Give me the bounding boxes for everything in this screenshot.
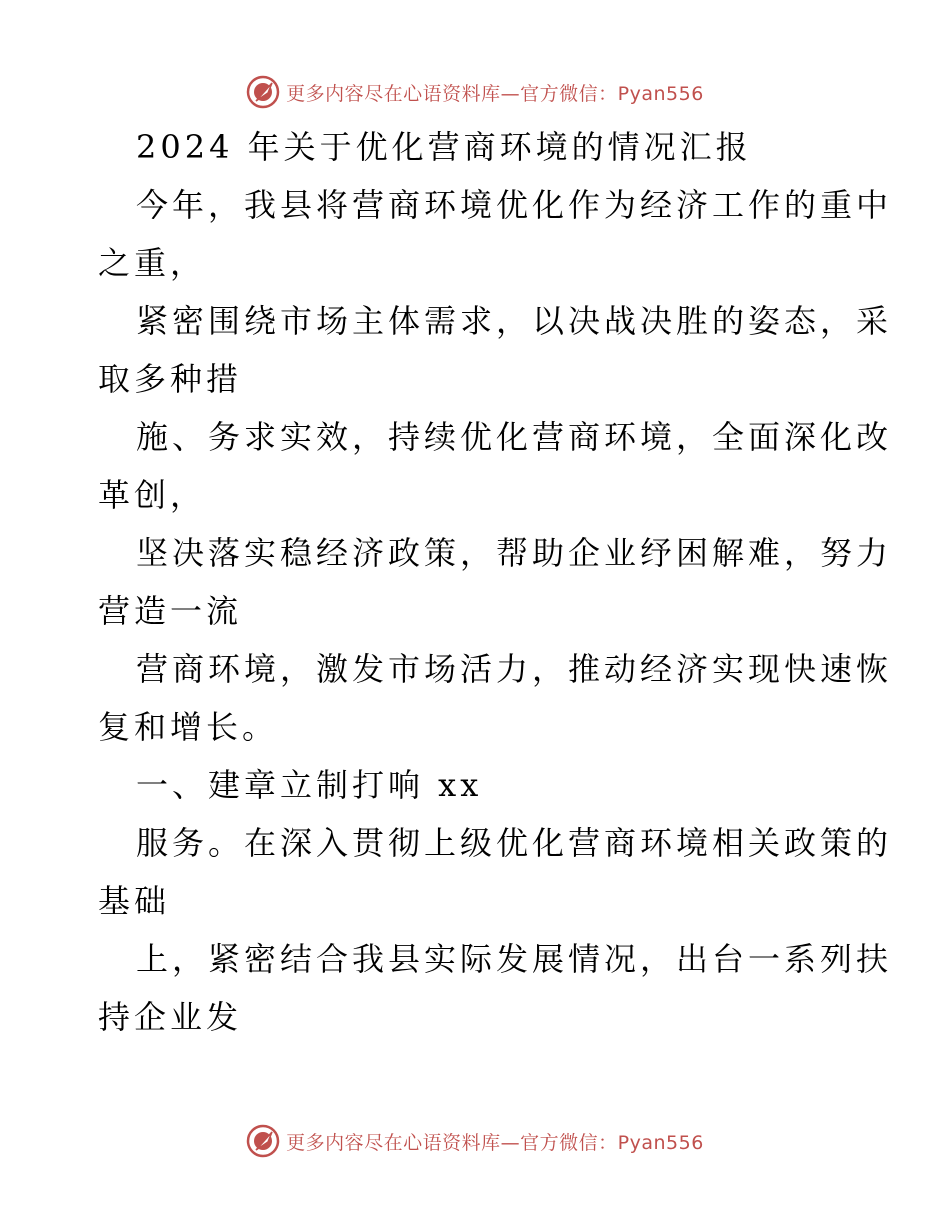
paragraph-line: 基础 bbox=[98, 882, 171, 920]
paragraph-line: 营造一流 bbox=[98, 592, 243, 630]
footer-watermark bbox=[0, 1121, 950, 1161]
paragraph-line: 持企业发 bbox=[98, 998, 243, 1036]
watermark-text: 更多内容尽在心语资料库—官方微信：Pyan556 bbox=[286, 82, 704, 105]
paragraph-line: 今年，我县将营商环境优化作为经济工作的重中 bbox=[136, 186, 893, 224]
paragraph-line: 坚决落实稳经济政策，帮助企业纾困解难，努力 bbox=[136, 534, 893, 572]
paragraph-line: 一、建章立制打响 xx bbox=[136, 766, 483, 804]
paragraph-line: 服务。在深入贯彻上级优化营商环境相关政策的 bbox=[136, 824, 893, 862]
paragraph-line: 营商环境，激发市场活力，推动经济实现快速恢 bbox=[136, 650, 893, 688]
watermark-text: 更多内容尽在心语资料库—官方微信：Pyan556 bbox=[286, 1131, 704, 1154]
quill-logo-icon bbox=[246, 75, 280, 109]
document-body bbox=[98, 118, 893, 1046]
paragraph-line: 革创， bbox=[98, 476, 207, 514]
paragraph-line: 复和增长。 bbox=[98, 708, 279, 746]
paragraph-line: 取多种措 bbox=[98, 360, 243, 398]
paragraph-line: 上，紧密结合我县实际发展情况，出台一系列扶 bbox=[136, 940, 893, 978]
paragraph-line: 之重， bbox=[98, 244, 207, 282]
document-title: 2024 年关于优化营商环境的情况汇报 bbox=[136, 128, 752, 166]
header-watermark bbox=[0, 72, 950, 112]
paragraph-line: 施、务求实效，持续优化营商环境，全面深化改 bbox=[136, 418, 893, 456]
quill-logo-icon bbox=[246, 1124, 280, 1158]
paragraph-line: 紧密围绕市场主体需求，以决战决胜的姿态，采 bbox=[136, 302, 893, 340]
